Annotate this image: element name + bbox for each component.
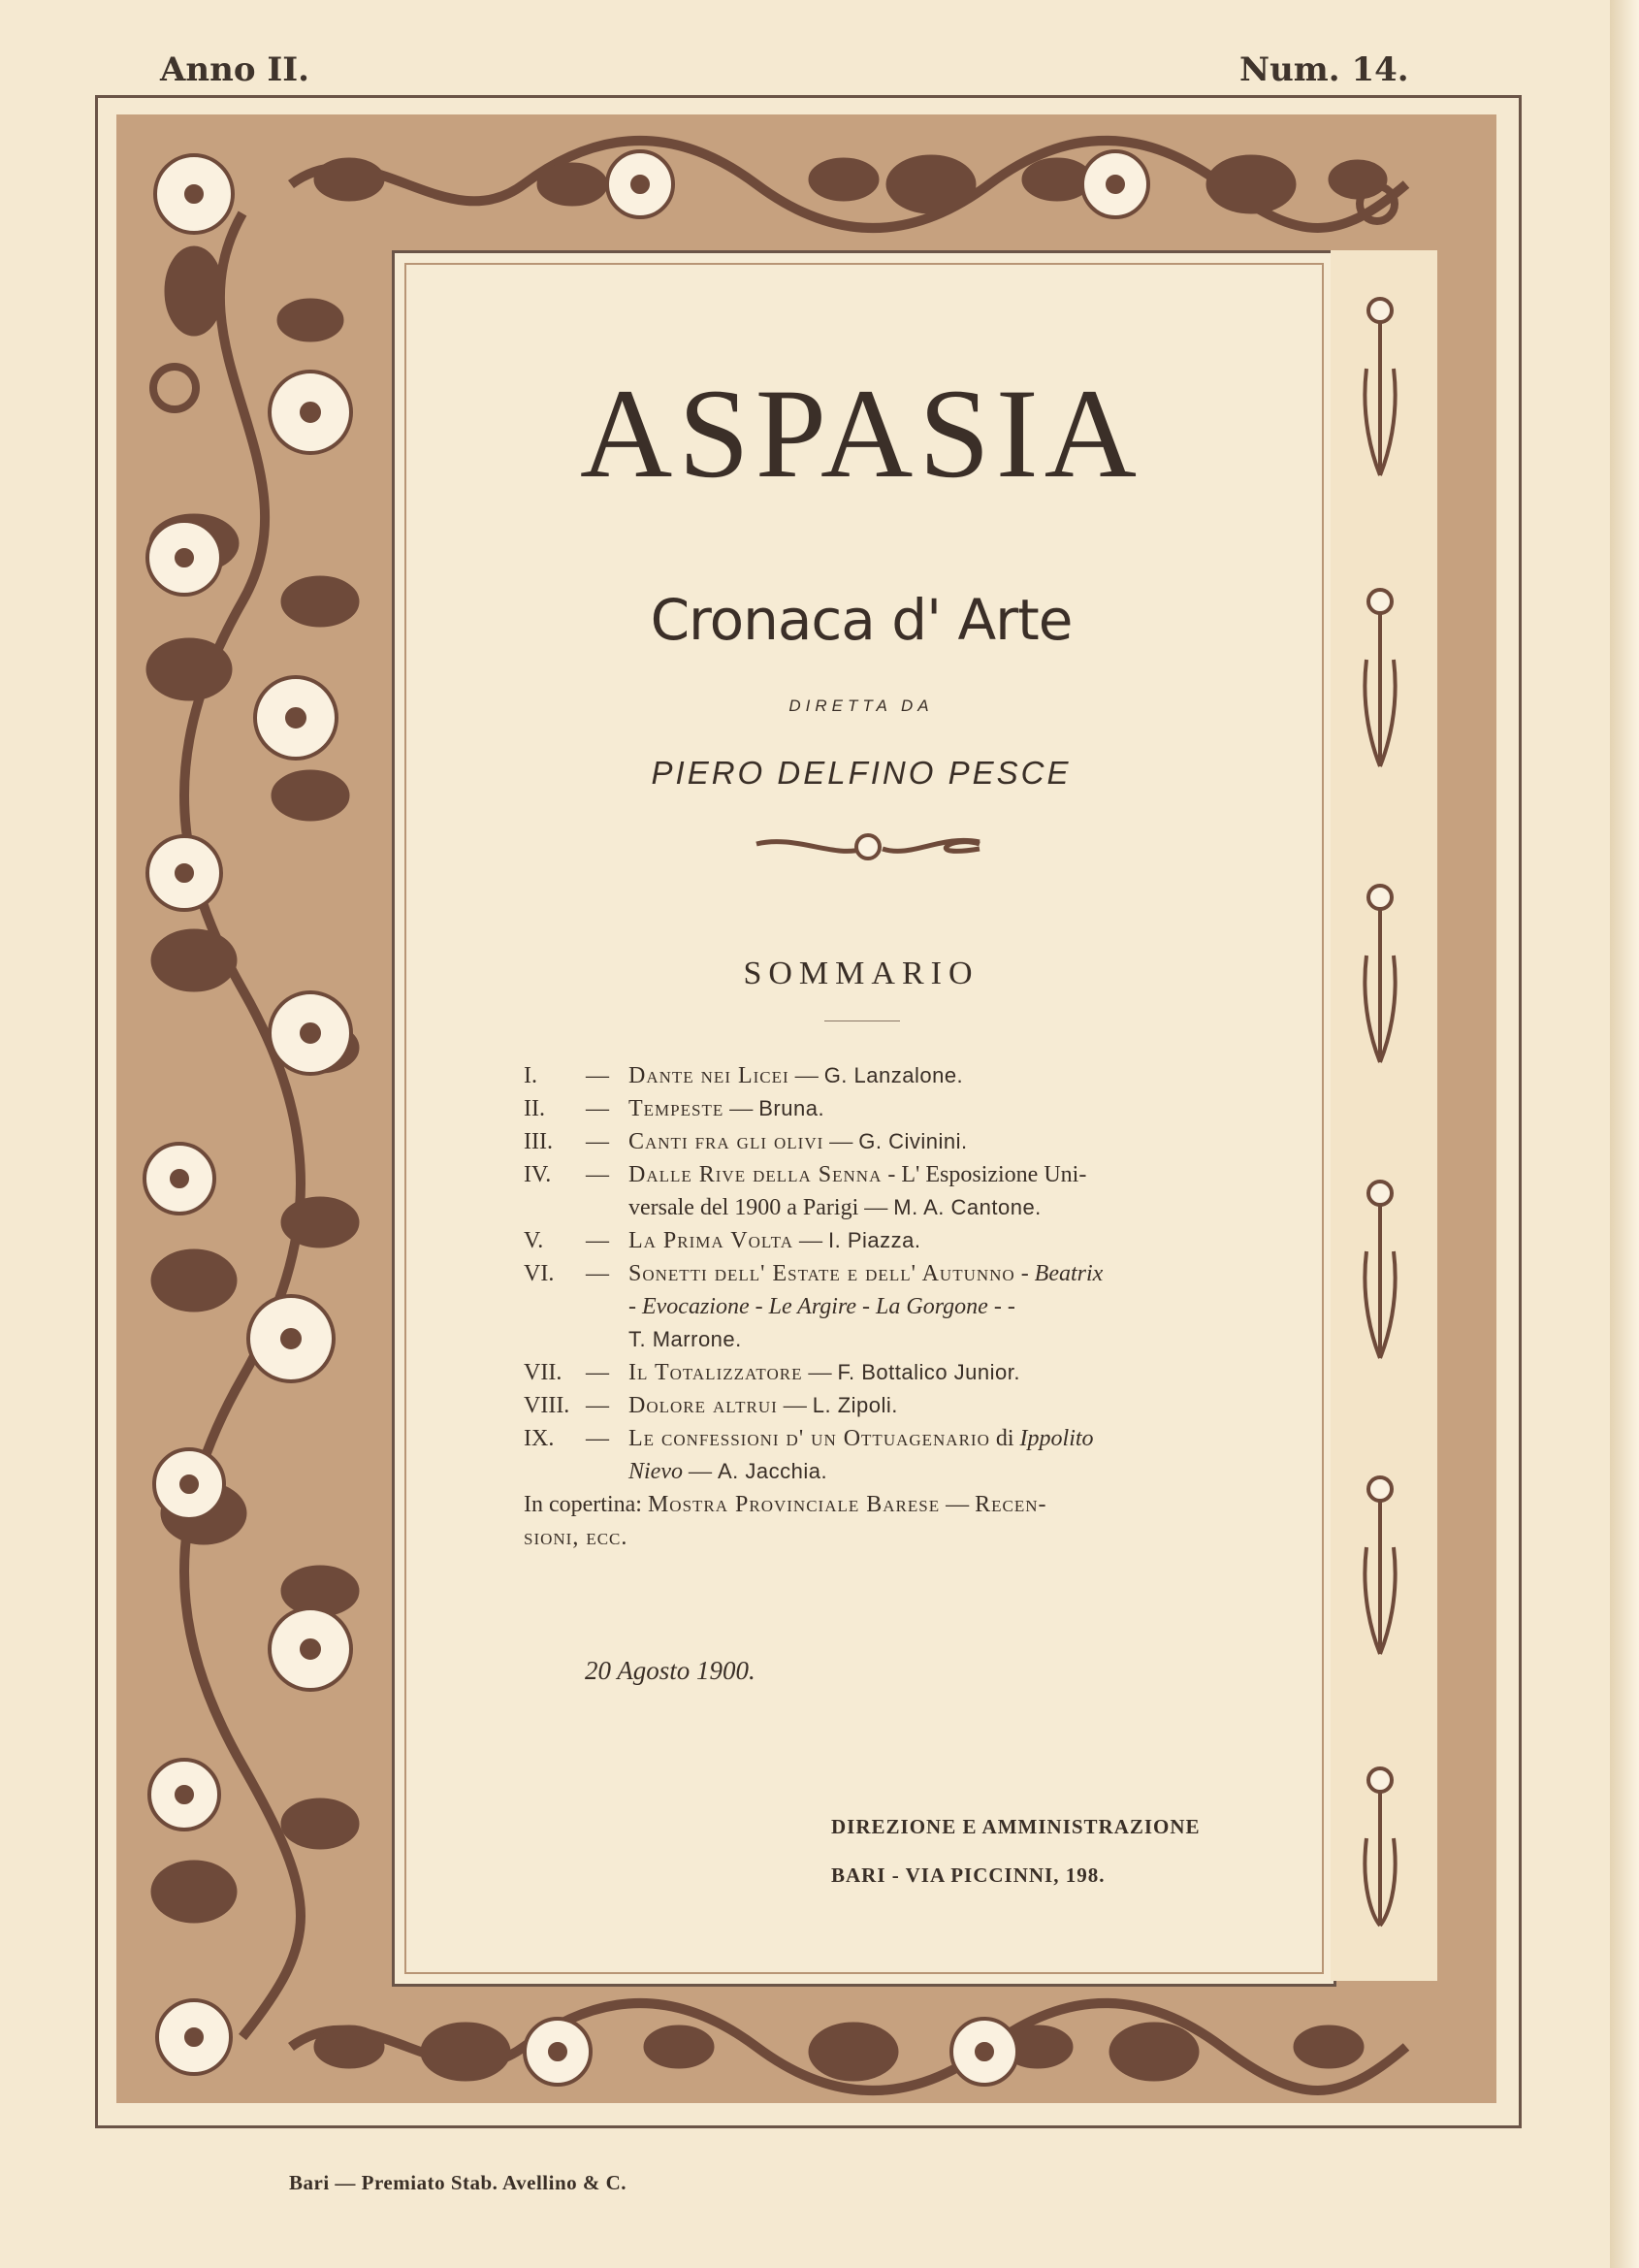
toc-author: G. Lanzalone.	[823, 1063, 964, 1087]
diretta-label: DIRETTA DA	[788, 697, 934, 715]
issue-number: Num. 14.	[1239, 50, 1409, 89]
toc-item: IV. — Dalle Rive della Senna - L' Esposizione Uni- versale del 1900 a Parigi — M. A. Cantone.	[524, 1162, 1087, 1220]
sommario-heading: SOMMARIO	[743, 956, 980, 991]
toc-title: Dolore altrui	[628, 1393, 778, 1418]
toc-title: La Prima Volta	[628, 1228, 793, 1253]
toc-item: II. — Tempeste — Bruna.	[524, 1096, 825, 1121]
toc-author: Bruna.	[758, 1096, 825, 1120]
toc-item: V. — La Prima Volta — I. Piazza.	[524, 1228, 921, 1253]
toc-author: G. Civinini.	[858, 1129, 968, 1153]
toc-title: Dalle Rive della Senna	[628, 1162, 883, 1187]
toc-title: Le confessioni d' un Ottuagenario	[628, 1426, 990, 1451]
toc-title: Il Totalizzatore	[628, 1360, 803, 1385]
toc-author: T. Marrone.	[628, 1327, 742, 1351]
toc-item: VIII. — Dolore altrui — L. Zipoli.	[524, 1393, 898, 1418]
director-name: PIERO DELFINO PESCE	[651, 755, 1072, 791]
magazine-title: ASPASIA	[579, 362, 1143, 504]
toc-copertina: In copertina: Mostra Provinciale Barese — Recen- sioni, ecc.	[524, 1492, 1047, 1550]
toc-item: IX. — Le confessioni d' un Ottuagenario di Ippolito Nievo — A. Jacchia.	[524, 1426, 1094, 1484]
issue-date: 20 Agosto 1900.	[585, 1656, 755, 1685]
toc-item: VII. — Il Totalizzatore — F. Bottalico Junior.	[524, 1360, 1021, 1385]
toc-item: VI. — Sonetti dell' Estate e dell' Autunno - Beatrix - Evocazione - Le Argire - La Gorgone - - T. Marrone.	[524, 1261, 1104, 1351]
toc-item: I. — Dante nei Licei — G. Lanzalone.	[524, 1063, 964, 1088]
toc-item: III. — Canti fra gli olivi — G. Civinini.	[524, 1129, 968, 1154]
toc-author: M. A. Cantone.	[893, 1195, 1042, 1219]
toc-author: A. Jacchia.	[717, 1459, 828, 1483]
table-of-contents	[524, 1059, 1222, 1554]
magazine-subtitle: Cronaca d' Arte	[650, 587, 1073, 653]
toc-title: Sonetti dell' Estate e dell' Autunno	[628, 1261, 1015, 1286]
toc-author: I. Piazza.	[827, 1228, 921, 1252]
toc-author: L. Zipoli.	[812, 1393, 898, 1417]
toc-author: F. Bottalico Junior.	[837, 1360, 1021, 1384]
printer-credit: Bari — Premiato Stab. Avellino & C.	[289, 2171, 627, 2194]
toc-title: Tempeste	[628, 1096, 724, 1121]
toc-title: Canti fra gli olivi	[628, 1129, 824, 1154]
editorial-address: DIREZIONE E AMMINISTRAZIONE BARI - VIA PICCINNI, 198.	[831, 1815, 1201, 1887]
toc-title: Dante nei Licei	[628, 1063, 789, 1088]
issue-year: Anno II.	[160, 50, 309, 89]
